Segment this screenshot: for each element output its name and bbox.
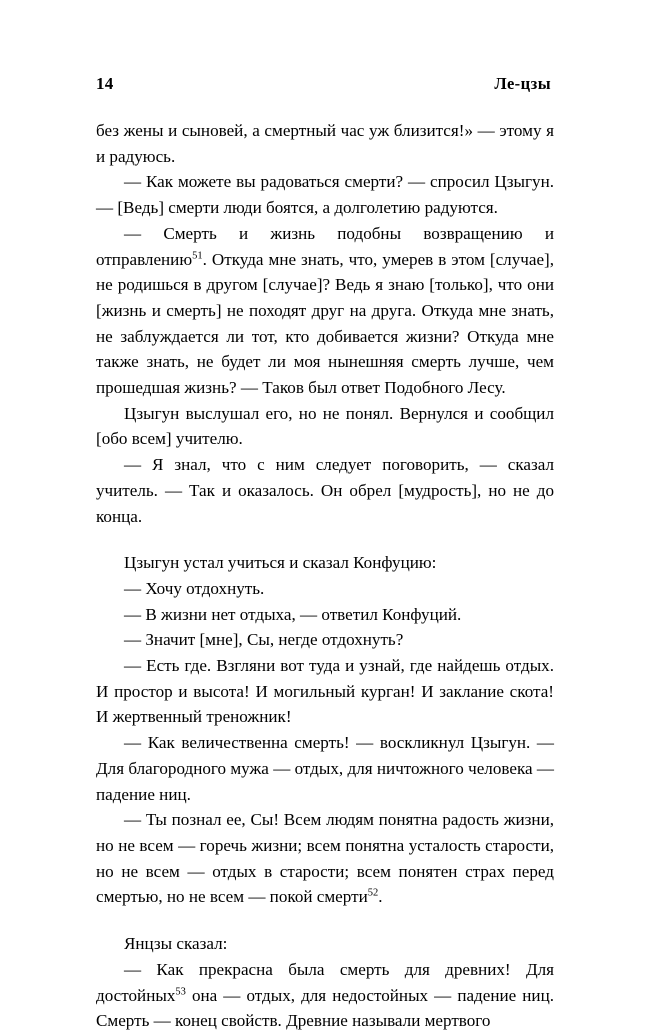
paragraph-text: — Ты познал ее, Сы! Всем людям понятна радость жизни, но не всем — горечь жизни; всем понятна усталость старости, но не всем — отдых в старости; всем понятен страх перед смертью, но не всем — покой смерти [96, 810, 554, 907]
paragraph-text: Янцзы сказал: [124, 934, 228, 954]
paragraph-text-after: она — отдых, для недостойных — падение ниц. Смерть — конец свойств. Древние называли мертвого [96, 985, 554, 1031]
paragraph-text: — Как прекрасна была смерть для древних! Для достойных [96, 959, 554, 1005]
paragraph-text: — Я знал, что с ним следует поговорить, — сказал учитель. — Так и оказалось. Он обрел [мудрость], но не до конца. [96, 455, 554, 526]
footnote-marker: 51 [192, 249, 203, 261]
body-text [96, 118, 554, 1034]
paragraph-text: — Как можете вы радоваться смерти? — спросил Цзыгун. — [Ведь] смерти люди боятся, а долголетию радуются. [96, 172, 554, 218]
paragraph [96, 169, 554, 220]
running-title: Ле-цзы [494, 74, 551, 93]
paragraph [96, 550, 554, 576]
paragraph [96, 452, 554, 529]
paragraph-text: без жены и сыновей, а смертный час уж близится!» — этому я и радуюсь. [96, 121, 554, 166]
footnote-marker: 52 [367, 887, 379, 899]
paragraph [96, 957, 554, 1034]
paragraph [96, 627, 554, 653]
paragraph-text-after: . [378, 887, 383, 907]
paragraph [96, 653, 554, 730]
paragraph-text: — Есть где. Взгляни вот туда и узнай, где найдешь отдых. И простор и высота! И могильный курган! И заклание скота! И жертвенный треножник! [96, 656, 554, 727]
paragraph [96, 576, 554, 602]
paragraph [96, 807, 554, 910]
paragraph-text: Цзыгун выслушал его, но не понял. Вернулся и сообщил [обо всем] учителю. [96, 403, 554, 449]
page-number: 14 [96, 74, 114, 93]
paragraph-text-after: . Откуда мне знать, что, умерев в этом [случае], не родишься в другом [случае]? Ведь я знаю [только], что они [жизнь и смерть] не походят друг на друга. Откуда мне знать, не заблуждается ли тот, кто добивается жизни? Откуда мне также знать, не будет ли моя нынешняя смерть лучше, чем прошедшая жизнь? — Таков был ответ Подобного Лесу. [96, 249, 554, 398]
paragraph-text: — Смерть и жизнь подобны возвращению и отправлению [96, 223, 554, 269]
page-header [96, 74, 551, 94]
paragraph-text: — Хочу отдохнуть. [124, 578, 265, 598]
paragraph [96, 221, 554, 401]
paragraph [96, 401, 554, 452]
paragraph [96, 730, 554, 807]
paragraph-text: — В жизни нет отдыха, — ответил Конфуций. [124, 604, 462, 624]
paragraph [96, 602, 554, 628]
paragraph-text: — Как величественна смерть! — воскликнул Цзыгун. — Для благородного мужа — отдых, для ничтожного человека — падение ниц. [96, 733, 554, 804]
paragraph [96, 931, 554, 957]
paragraph-text: Цзыгун устал учиться и сказал Конфуцию: [124, 553, 437, 573]
paragraph [96, 118, 554, 169]
paragraph-text: — Значит [мне], Сы, негде отдохнуть? [124, 630, 404, 650]
footnote-marker: 53 [175, 985, 186, 997]
